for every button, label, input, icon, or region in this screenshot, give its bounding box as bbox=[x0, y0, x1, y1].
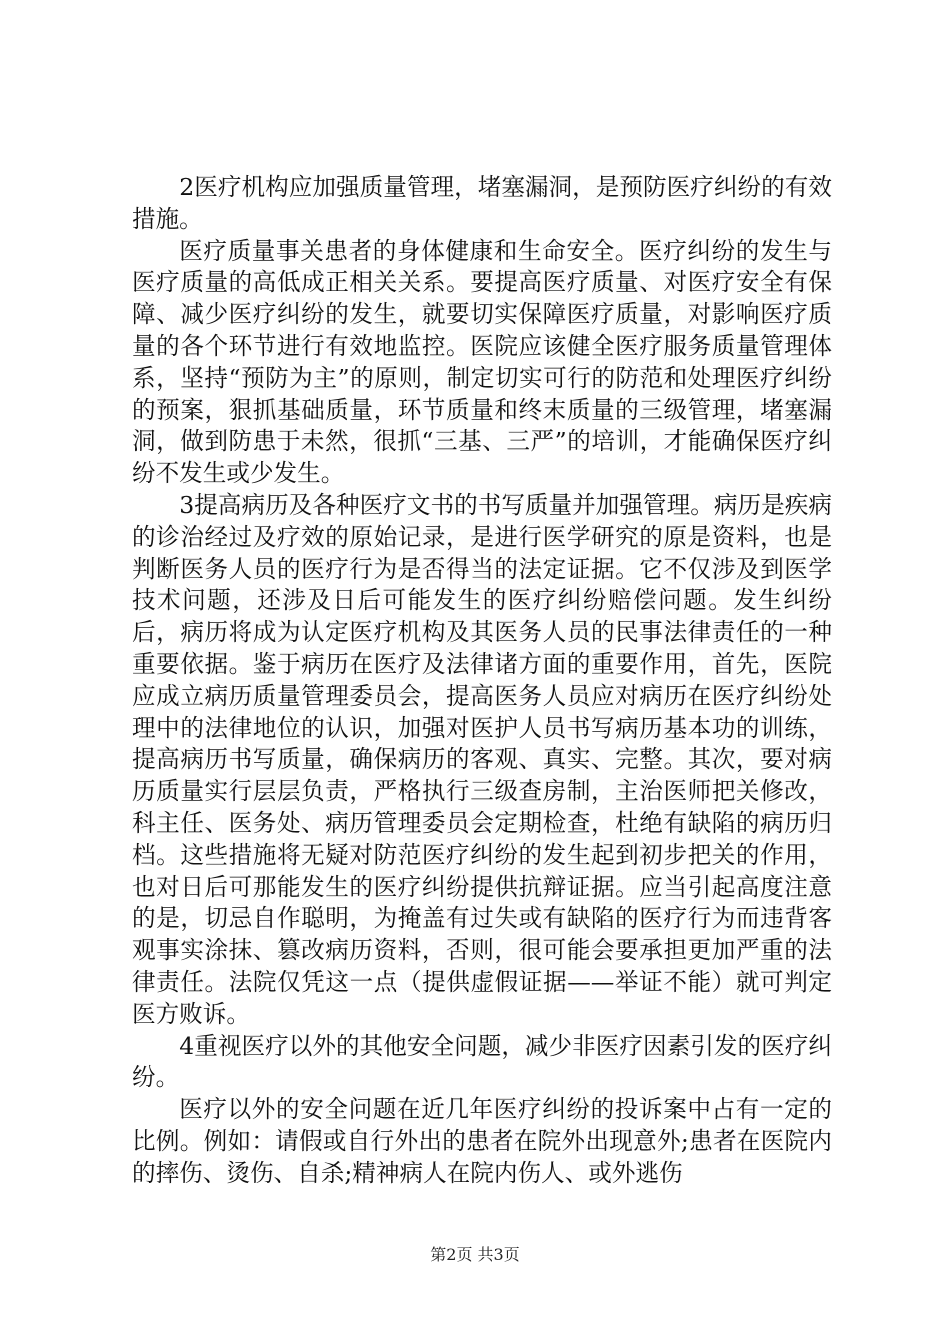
paragraph-heading-2: 2医疗机构应加强质量管理，堵塞漏洞，是预防医疗纠纷的有效措施。 bbox=[132, 173, 832, 233]
paragraph-heading-3-records: 3提高病历及各种医疗文书的书写质量并加强管理。病历是疾病的诊治经过及疗效的原始记录，是进行医学研究的原是资料，也是判断医务人员的医疗行为是否得当的法定证据。它不仅涉及到医学技术问题，还涉及日后可能发生的医疗纠纷赔偿问题。发生纠纷后，病历将成为认定医疗机构及其医务人员的民事法律责任的一种重要依据。鉴于病历在医疗及法律诸方面的重要作用，首先，医院应成立病历质量管理委员会，提高医务人员应对病历在医疗纠纷处理中的法律地位的认识，加强对医护人员书写病历基本功的训练，提高病历书写质量，确保病历的客观、真实、完整。其次，要对病历质量实行层层负责，严格执行三级查房制，主治医师把关修改，科主任、医务处、病历管理委员会定期检查，杜绝有缺陷的病历归档。这些措施将无疑对防范医疗纠纷的发生起到初步把关的作用，也对日后可那能发生的医疗纠纷提供抗辩证据。应当引起高度注意的是，切忌自作聪明，为掩盖有过失或有缺陷的医疗行为而违背客观事实涂抹、篡改病历资料，否则，很可能会要承担更加严重的法律责任。法院仅凭这一点（提供虚假证据——举证不能）就可判定医方败诉。 bbox=[132, 490, 832, 1028]
document-body bbox=[132, 172, 832, 1190]
paragraph-non-medical-safety: 医疗以外的安全问题在近几年医疗纠纷的投诉案中占有一定的比例。例如：请假或自行外出的患者在院外出现意外;患者在医院内的摔伤、烫伤、自杀;精神病人在院内伤人、或外逃伤 bbox=[132, 1095, 832, 1187]
paragraph-heading-4: 4重视医疗以外的其他安全问题，减少非医疗因素引发的医疗纠纷。 bbox=[132, 1031, 832, 1092]
paragraph-quality: 医疗质量事关患者的身体健康和生命安全。医疗纠纷的发生与医疗质量的高低成正相关关系。要提高医疗质量、对医疗安全有保障、减少医疗纠纷的发生，就要切实保障医疗质量，对影响医疗质量的各个环节进行有效地监控。医院应该健全医疗服务质量管理体系，坚持“预防为主”的原则，制定切实可行的防范和处理医疗纠纷的预案，狠抓基础质量，环节质量和终末质量的三级管理，堵塞漏洞，做到防患于未然，很抓“三基、三严”的培训，才能确保医疗纠纷不发生或少发生。 bbox=[132, 236, 832, 488]
page-footer: 第2页 共3页 bbox=[430, 1245, 520, 1264]
